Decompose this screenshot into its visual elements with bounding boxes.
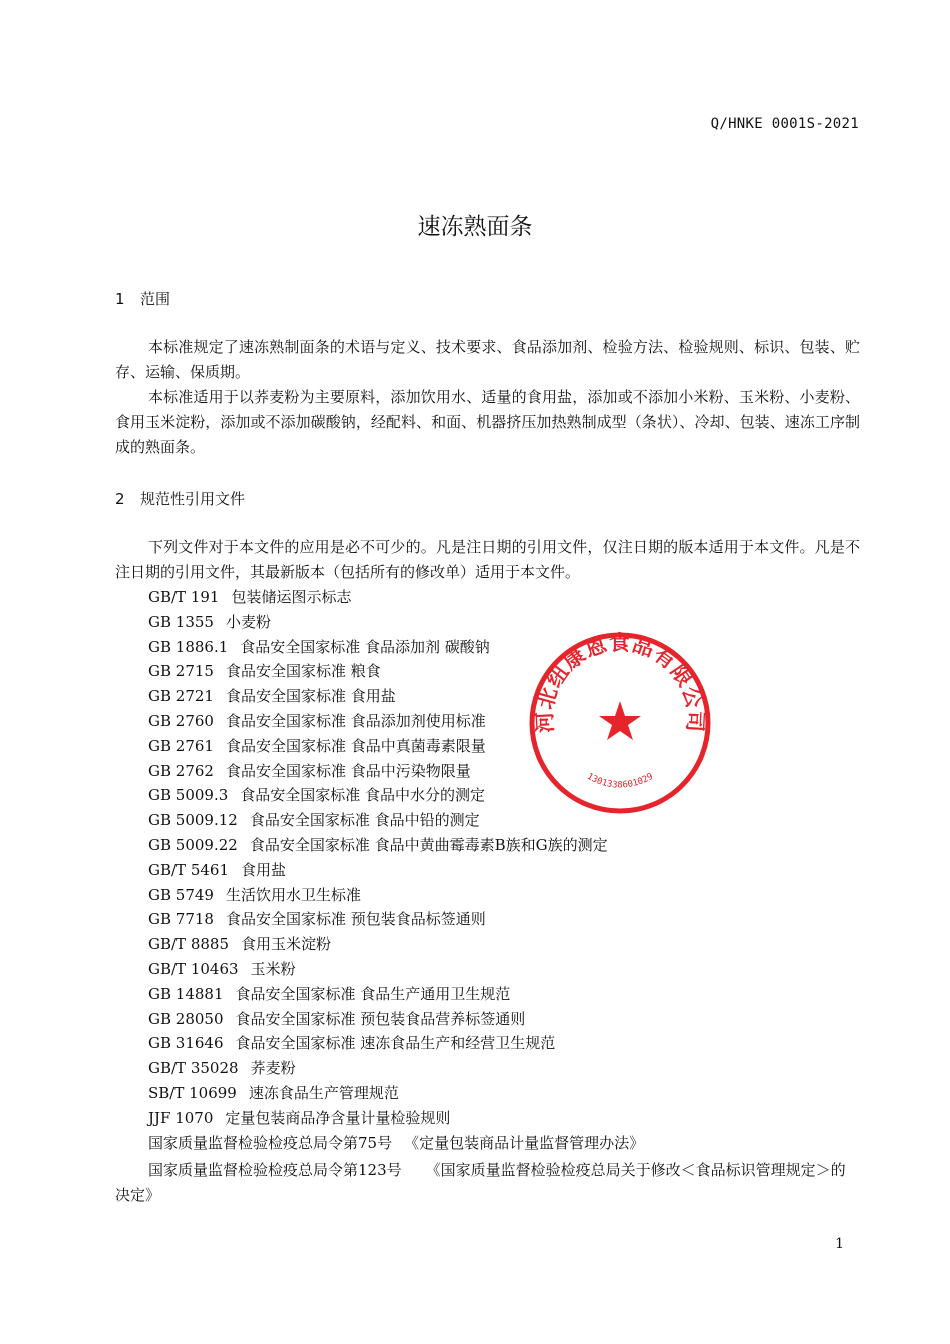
section-2-intro: 下列文件对于本文件的应用是必不可少的。凡是注日期的引用文件，仅注日期的版本适用于本文件。凡是不注日期的引用文件，其最新版本（包括所有的修改单）适用于本文件。 [115,538,860,581]
reference-code: SB/T 10699 [148,1083,237,1102]
reference-title: 生活饮用水卫生标准 [225,885,361,904]
reference-item [148,982,644,1007]
reference-title: 食品安全国家标准 食品中水分的测定 [240,786,486,805]
reference-code: GB 2715 [148,662,214,681]
section-1-paragraph-1: 本标准规定了速冻熟制面条的术语与定义、技术要求、食品添加剂、检验方法、检验规则、标识、包装、贮存、运输、保质期。 [115,338,860,381]
reference-title: 玉米粉 [250,959,296,978]
star-icon [599,701,641,740]
reference-code: GB 5009.12 [148,811,238,830]
reference-item [148,1131,644,1156]
seal-serial: 1301338601029 [584,771,656,791]
reference-title: 食用玉米淀粉 [241,935,332,954]
reference-code: GB 2721 [148,687,214,706]
reference-title: 荞麦粉 [250,1059,296,1078]
reference-title: 食品安全国家标准 粮食 [225,662,381,681]
reference-code: GB 5749 [148,885,214,904]
reference-title: 食品安全国家标准 预包装食品标签通则 [225,910,486,929]
reference-title: 食品安全国家标准 食品添加剂使用标准 [225,711,486,730]
reference-title: 定量包装商品净含量计量检验规则 [225,1108,451,1127]
reference-code: GB/T 10463 [148,959,239,978]
reference-title: 食品安全国家标准 食品中黄曲霉毒素B族和G族的测定 [249,835,608,854]
reference-title: 食品安全国家标准 食品添加剂 碳酸钠 [240,637,490,656]
reference-item [148,1081,644,1106]
reference-code: GB/T 191 [148,588,220,606]
reference-title: 《国家质量监督检验检疫总局关于修改＜食品标识管理规定＞的决定》 [115,1161,846,1204]
reference-title: 食品安全国家标准 预包装食品营养标签通则 [235,1009,526,1028]
reference-title: 食品安全国家标准 食品中真菌毒素限量 [225,736,486,755]
reference-code: GB 5009.22 [148,835,238,854]
reference-code: GB 28050 [148,1009,224,1028]
reference-item [148,833,644,858]
reference-item [148,1056,644,1081]
seal-company-name: 河北纽康恩食品有限公司 [532,631,708,734]
reference-item-last [115,1158,860,1208]
reference-code: GB 2761 [148,736,214,755]
reference-item [148,957,644,982]
reference-code: 国家质量监督检验检疫总局令第123号 [148,1161,402,1179]
reference-title: 食品安全国家标准 食品中污染物限量 [225,761,471,780]
section-2-number: 2 [115,490,125,508]
reference-code: GB 1886.1 [148,637,229,656]
reference-code: GB/T 35028 [148,1059,239,1078]
reference-item [148,883,644,908]
reference-code: GB/T 8885 [148,935,230,954]
reference-title: 包装储运图示标志 [231,588,352,606]
page-number: 1 [835,1236,844,1252]
reference-code: GB/T 5461 [148,860,230,879]
reference-title: 食用盐 [241,860,287,879]
section-2-title: 规范性引用文件 [140,490,246,508]
reference-code: GB 14881 [148,984,224,1003]
reference-item [148,1031,644,1056]
company-seal [525,628,715,818]
reference-title: 速冻食品生产管理规范 [248,1083,399,1102]
section-1-paragraph-2: 本标准适用于以荞麦粉为主要原料，添加饮用水、适量的食用盐，添加或不添加小米粉、玉米粉、小麦粉、食用玉米淀粉，添加或不添加碳酸钠，经配料、和面、机器挤压加热熟制成型（条状）、冷却、包装、速冻工序制成的熟面条。 [115,388,860,456]
reference-code: GB 7718 [148,910,214,929]
section-2-heading [115,488,245,509]
reference-item [148,585,644,610]
document-title: 速冻熟面条 [417,214,533,240]
reference-code: GB 2762 [148,761,214,780]
reference-code: GB 2760 [148,711,214,730]
reference-code: JJF 1070 [148,1108,214,1127]
reference-title: 《定量包装商品计量监督管理办法》 [404,1133,645,1152]
reference-item [148,1007,644,1032]
reference-item [148,932,644,957]
reference-code: GB 5009.3 [148,786,229,805]
reference-code: 国家质量监督检验检疫总局令第75号 [148,1133,393,1152]
reference-code: GB 31646 [148,1034,224,1053]
section-1-number: 1 [115,290,125,308]
reference-title: 食品安全国家标准 食用盐 [225,687,396,706]
section-1-heading [115,288,170,309]
reference-title: 小麦粉 [225,612,271,631]
reference-item [148,907,644,932]
reference-title: 食品安全国家标准 食品中铅的测定 [249,811,480,830]
standard-code: Q/HNKE 0001S-2021 [710,116,859,132]
reference-item [148,1106,644,1131]
reference-title: 食品安全国家标准 速冻食品生产和经营卫生规范 [235,1034,556,1053]
section-1-title: 范围 [140,290,171,308]
reference-code: GB 1355 [148,612,214,631]
reference-title: 食品安全国家标准 食品生产通用卫生规范 [235,984,511,1003]
reference-item [148,858,644,883]
